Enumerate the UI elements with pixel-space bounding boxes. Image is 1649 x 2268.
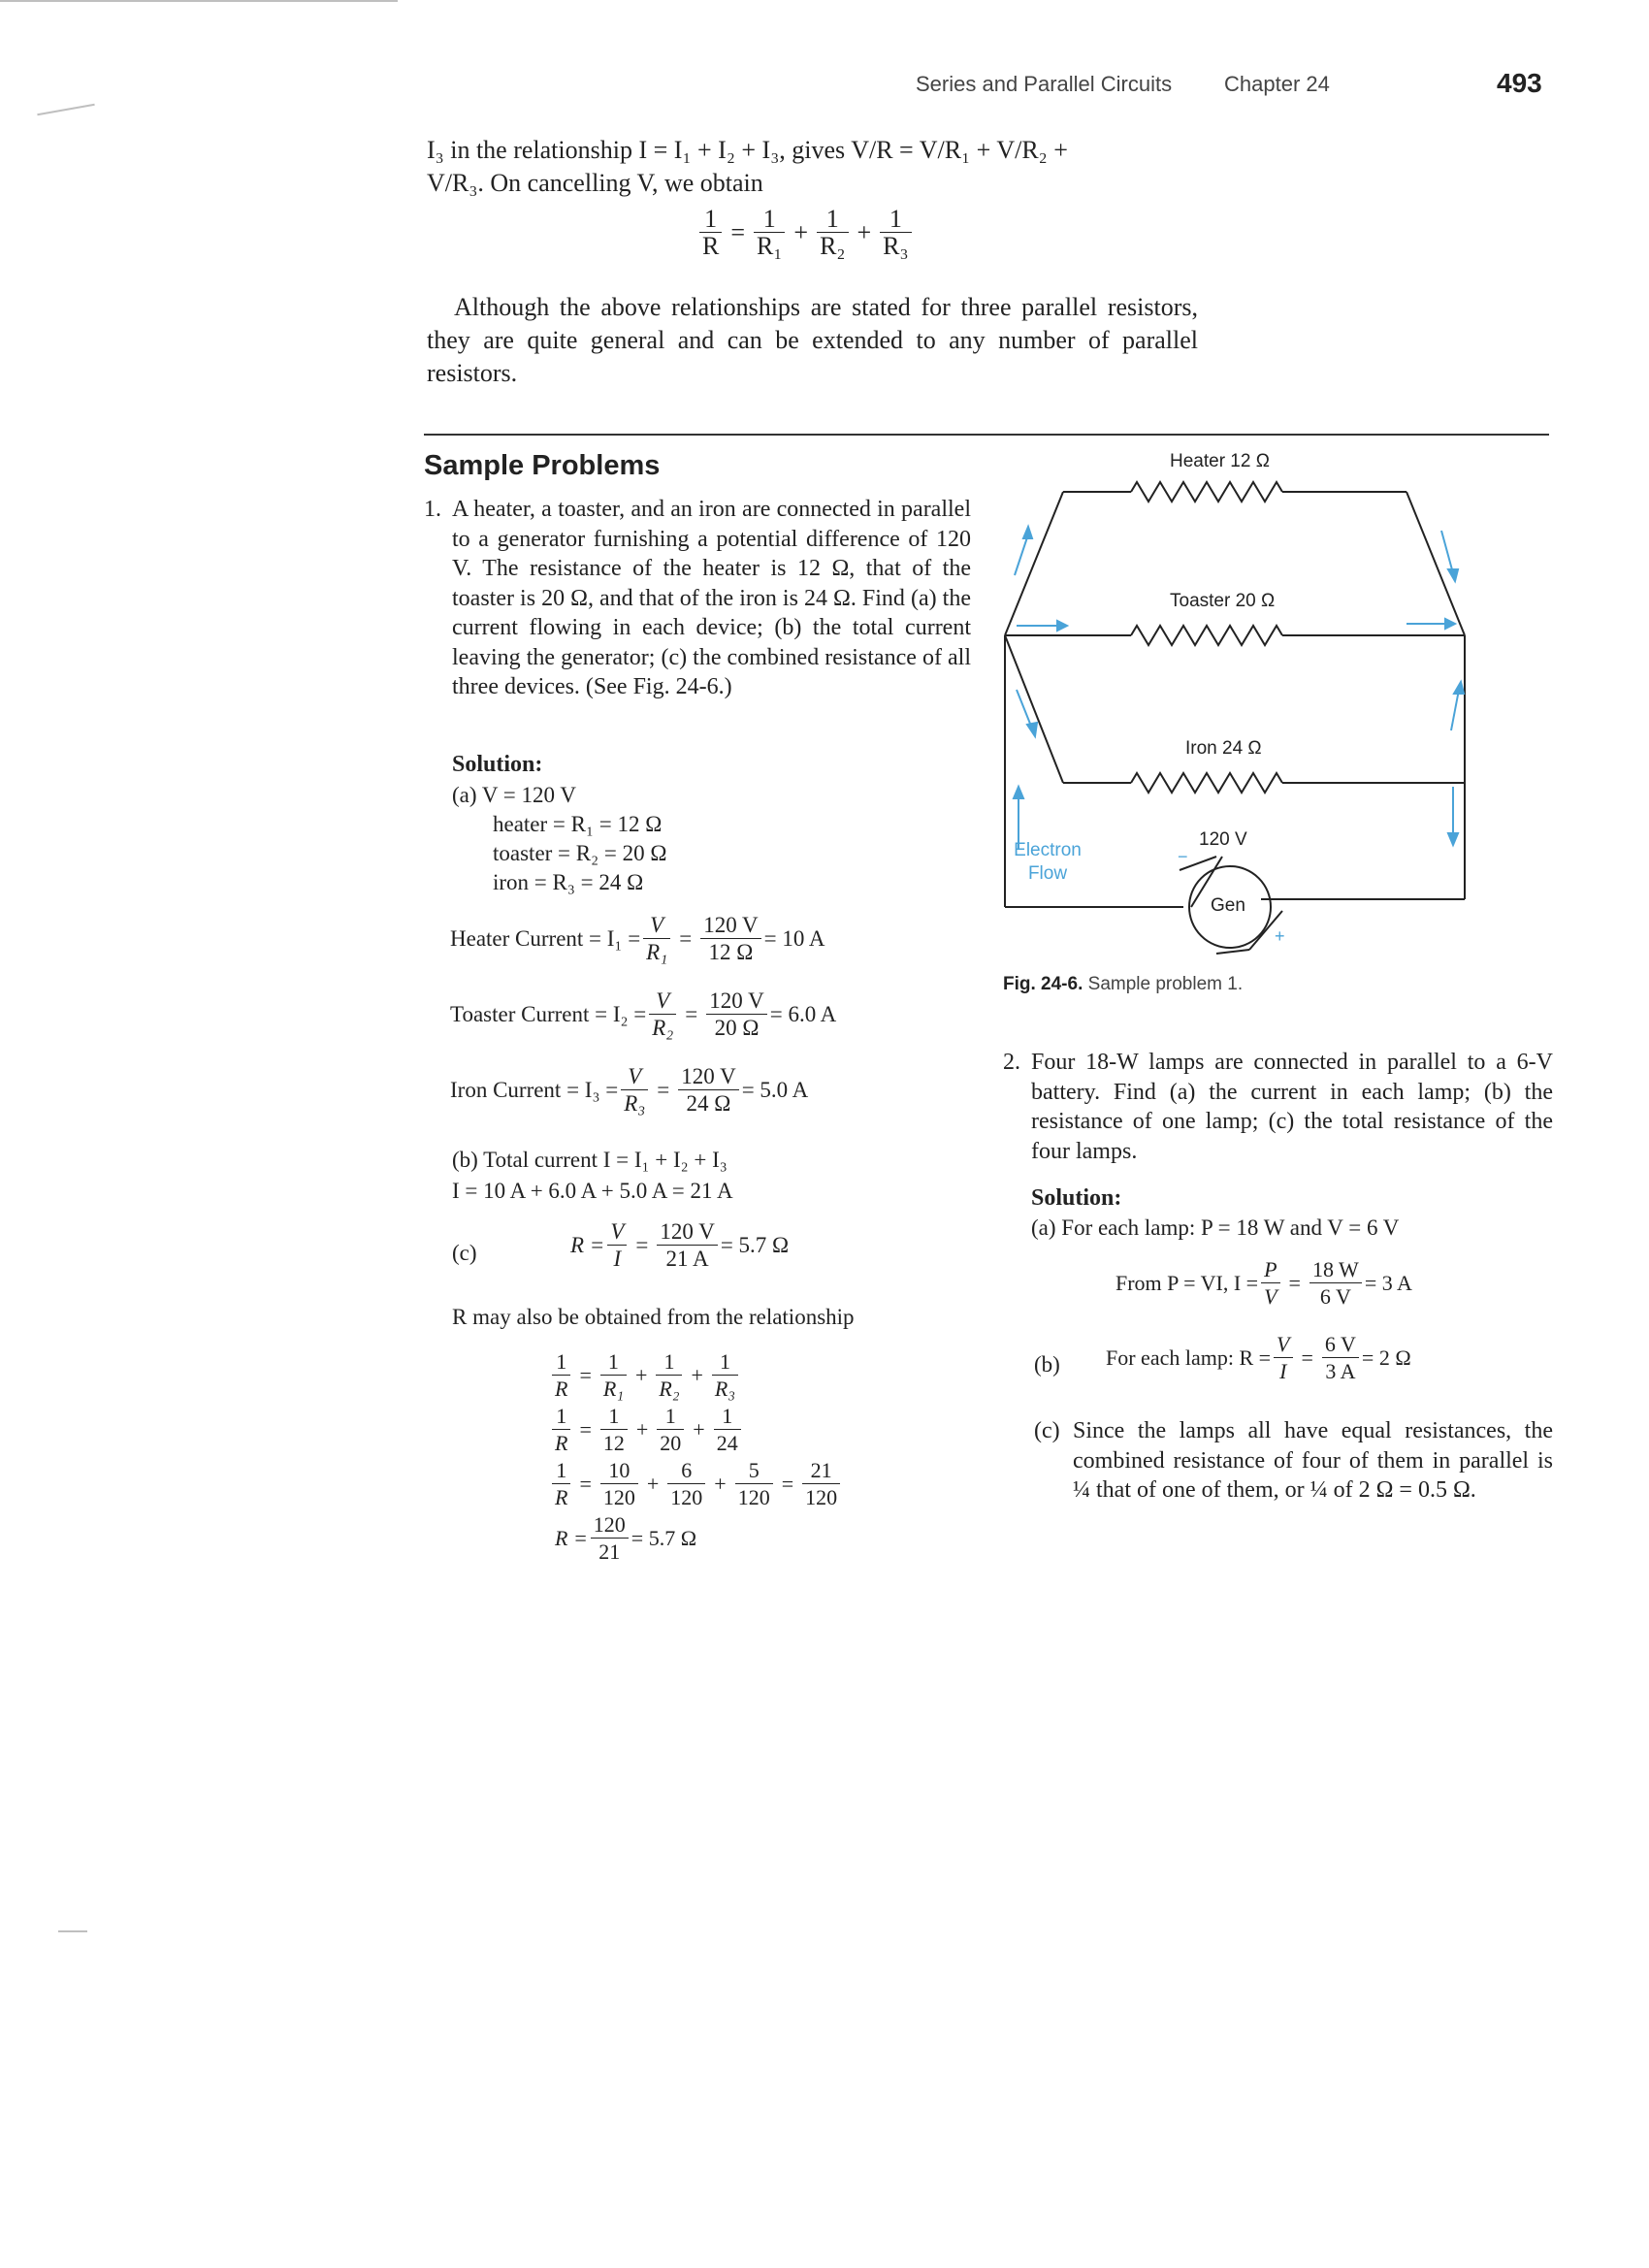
problem-2-text: Four 18-W lamps are connected in parallel to a 6-V battery. Find (a) the current in each lamp; (b) the resistance of one lamp; (c) the total resistance of the four lamps. <box>1031 1050 1553 1164</box>
eq-num: 6 V <box>1322 1331 1359 1358</box>
heater-resistor <box>1131 482 1282 502</box>
part-b-tag: (b) <box>1034 1352 1060 1377</box>
eq-den: I <box>613 1247 622 1271</box>
flow-arrow-right-lower <box>1451 690 1459 730</box>
iron-current-equation: Iron Current = I₃ = $\frac{V}{\text{R₃}}$ = $\frac{120 V}{24 \Omega}$ = 5.0 A <box>450 1064 809 1116</box>
given-line: heater = R₁ = 12 Ω <box>493 812 663 836</box>
lamp-current-equation: From P = VI, I = $\frac{P}{V}$ = $\frac{18 W}{6 V}$ = 3 A <box>1116 1257 1412 1309</box>
eq-label: R = <box>570 1232 605 1257</box>
problem-2-part-c: Since the lamps all have equal resistances, the combined resistance of four of them in parallel is ¼ that of one of them, or ¼ of 2 Ω = 0.5 Ω. <box>1073 1418 1553 1503</box>
eq-den: R₂ <box>659 1377 680 1401</box>
flow-arrow-head <box>1448 569 1458 581</box>
circuit-figure <box>999 441 1562 985</box>
section-divider <box>424 434 1549 436</box>
iron-left-wire <box>1005 635 1063 783</box>
minus-terminal: − <box>1178 847 1188 866</box>
flow-arrow-left-lower <box>1017 690 1032 729</box>
eq-num: 18 W <box>1310 1256 1362 1283</box>
eq-den: R₁ <box>602 1377 624 1401</box>
flow-arrow-top-right <box>1441 531 1453 573</box>
total-current-sum: I = 10 A + 6.0 A + 5.0 A = 21 A <box>452 1179 733 1203</box>
eq-den: R <box>555 1431 568 1455</box>
eq-num: 1 <box>552 1348 570 1376</box>
voltage-label: 120 V <box>1199 829 1247 850</box>
eq-den: 120 <box>670 1485 703 1509</box>
eq-den: 6 V <box>1319 1284 1351 1309</box>
eq-den: 12 Ω <box>708 940 754 964</box>
eq-den: R <box>702 232 720 260</box>
flow-arrow-left-upper <box>1015 535 1028 575</box>
eq-result: = 2 Ω <box>1361 1345 1411 1370</box>
electron-flow-line-1: Electron <box>1014 840 1082 860</box>
eq-num: 1 <box>817 206 848 233</box>
eq-num: 1 <box>552 1457 570 1484</box>
eq-den: 21 <box>598 1539 621 1564</box>
eq-den: 24 Ω <box>686 1091 731 1116</box>
solution-label: Solution: <box>452 752 543 777</box>
eq-num: 5 <box>735 1457 773 1484</box>
heater-current-equation: Heater Current = I₁ = $\frac{V}{\text{R₁}}$ = $\frac{120 V}{12 \Omega}$ = 10 A <box>450 913 825 964</box>
alt-equation-2: $\frac{1}{R}$ = $\frac{1}{12}$ + $\frac{1}{20}$ + $\frac{1}{24}$ <box>549 1403 744 1456</box>
eq-num: V <box>607 1218 627 1246</box>
eq-den: 120 <box>805 1485 838 1509</box>
iron-resistor <box>1131 773 1282 793</box>
flow-arrow-head <box>1448 833 1458 845</box>
lamp-resistance-equation: For each lamp: R = $\frac{V}{I}$ = $\frac{6 V}{3 A}$ = 2 Ω <box>1106 1332 1411 1383</box>
electron-flow-line-2: Flow <box>1027 863 1068 884</box>
eq-num: V <box>649 988 676 1015</box>
iron-label: Iron 24 Ω <box>1185 738 1262 759</box>
alt-equation-1: $\frac{1}{R}$ = $\frac{1}{\text{R₁}}$ + $\frac{1}{\text{R₂}}$ + $\frac{1}{\text{R₃}}$ <box>549 1348 741 1402</box>
part-c-tag-2: (c) <box>1034 1418 1060 1443</box>
eq-num: 1 <box>656 1348 682 1376</box>
scan-margin-mark <box>58 1930 87 1932</box>
eq-den: R <box>555 1377 568 1401</box>
eq-num: V <box>1274 1331 1292 1358</box>
eq-num: 1 <box>600 1403 628 1430</box>
eq-num: 21 <box>802 1457 840 1484</box>
plus-terminal: + <box>1275 926 1285 946</box>
chapter-label: Chapter 24 <box>1224 72 1330 96</box>
eq-num: 120 V <box>657 1218 717 1246</box>
eq-num: 1 <box>657 1403 684 1430</box>
intro-line-1: I₃ in the relationship I = I₁ + I₂ + I₃, gives V/R = V/R₁ + V/R₂ + <box>427 136 1068 164</box>
eq-den: 12 <box>602 1431 625 1455</box>
figure-number: Fig. 24-6. <box>1003 974 1083 994</box>
eq-num: V <box>643 912 670 939</box>
eq-num: 1 <box>754 206 785 233</box>
eq-num: 1 <box>600 1348 627 1376</box>
eq-result: = 5.7 Ω <box>630 1525 697 1550</box>
electron-flow-label <box>1009 839 1086 886</box>
problem-1-number: 1. <box>424 497 441 522</box>
scan-edge-mark <box>0 0 398 2</box>
problem-1-text: A heater, a toaster, and an iron are connected in parallel to a generator furnishing a potential difference of 120 V. The resistance of the heater is 12 Ω, that of the toaster is 20 Ω, and that of the iron is 24 Ω. Find (a) the current flowing in each device; (b) the total current leaving the generator; (c) the combined resistance of all three devices. (See Fig. 24-6.) <box>452 497 971 699</box>
given-line: (a) V = 120 V <box>452 783 576 807</box>
eq-num: 120 V <box>706 988 766 1015</box>
page-number: 493 <box>1497 68 1542 98</box>
flow-arrow-head <box>1445 619 1455 629</box>
flow-arrow-head <box>1454 682 1464 694</box>
alternate-method-text: R may also be obtained from the relationship <box>452 1305 855 1329</box>
eq-den: 21 A <box>665 1247 709 1271</box>
problem-2-solution-label: Solution: <box>1031 1185 1122 1211</box>
eq-label: Toaster Current = I₂ = <box>450 1001 647 1026</box>
running-title: Series and Parallel Circuits <box>916 72 1173 96</box>
problem-2-number: 2. <box>1003 1050 1020 1075</box>
eq-num: 10 <box>600 1457 638 1484</box>
eq-num: 1 <box>880 206 911 233</box>
heater-right-wire <box>1406 492 1465 635</box>
scan-margin-mark <box>37 104 94 115</box>
generator-lead <box>1216 950 1249 954</box>
parallel-resistance-equation: $\frac{1}{R}$ = $\frac{1}{\text{R₁}}$ + $\frac{1}{\text{R₂}}$ + $\frac{1}{\text{R₃}}$ <box>696 206 915 259</box>
eq-den: 120 <box>737 1485 770 1509</box>
eq-num: 1 <box>699 206 722 233</box>
eq-den: 20 Ω <box>714 1016 760 1040</box>
eq-label: From P = VI, I = <box>1116 1270 1259 1295</box>
eq-den: R₃ <box>624 1091 646 1116</box>
eq-den: R <box>555 1485 568 1509</box>
eq-result: = 6.0 A <box>769 1001 837 1026</box>
alt-equation-3: $\frac{1}{R}$ = $\frac{10}{120}$ + $\frac{6}{120}$ + $\frac{5}{120}$ = $\frac{21}{120}$ <box>549 1457 843 1510</box>
generator-label: Gen <box>1211 895 1245 916</box>
eq-num: 120 <box>591 1511 629 1539</box>
part-c-tag: (c) <box>452 1241 477 1265</box>
eq-num: V <box>621 1063 648 1090</box>
heater-left-wire <box>1005 492 1063 635</box>
eq-label: Iron Current = I₃ = <box>450 1077 619 1102</box>
eq-den: V <box>1264 1284 1277 1309</box>
eq-result: = 10 A <box>763 925 825 951</box>
alt-equation-4 <box>555 1511 696 1565</box>
flow-arrow-head <box>1057 621 1067 631</box>
eq-result: = 5.7 Ω <box>720 1232 790 1257</box>
eq-den: R₁ <box>757 232 783 260</box>
given-line: toaster = R₂ = 20 Ω <box>493 841 667 865</box>
toaster-current-equation: Toaster Current = I₂ = $\frac{V}{\text{R₂}}$ = $\frac{120 V}{20 \Omega}$ = 6.0 A <box>450 988 837 1040</box>
circuit-diagram <box>999 441 1562 985</box>
eq-den: R₂ <box>652 1016 674 1040</box>
figure-caption-text: Sample problem 1. <box>1087 974 1244 994</box>
eq-label: For each lamp: R = <box>1106 1345 1272 1370</box>
eq-num: 120 V <box>700 912 760 939</box>
eq-den: 24 <box>716 1431 738 1455</box>
toaster-label: Toaster 20 Ω <box>1170 591 1276 611</box>
eq-den: R₃ <box>883 232 909 260</box>
eq-den: I <box>1279 1359 1287 1383</box>
combined-resistance-equation: R = $\frac{V}{I}$ = $\frac{120 V}{21 A}$ = 5.7 Ω <box>570 1219 790 1271</box>
heater-label: Heater 12 Ω <box>1170 451 1270 471</box>
eq-result: = 3 A <box>1364 1270 1412 1295</box>
eq-den: 120 <box>602 1485 635 1509</box>
total-current-line: (b) Total current I = I₁ + I₂ + I₃ <box>452 1148 728 1172</box>
intro-line-2: V/R₃. On cancelling V, we obtain <box>427 169 763 197</box>
eq-num: 120 V <box>678 1063 738 1090</box>
toaster-resistor <box>1131 626 1282 645</box>
flow-arrow-head <box>1023 527 1032 538</box>
problem-2-given: (a) For each lamp: P = 18 W and V = 6 V <box>1031 1215 1400 1240</box>
eq-num: 1 <box>552 1403 570 1430</box>
eq-num: 1 <box>712 1348 738 1376</box>
eq-den: 20 <box>660 1431 682 1455</box>
eq-label: R = <box>555 1525 588 1550</box>
eq-num: 1 <box>714 1403 741 1430</box>
eq-num: 6 <box>667 1457 705 1484</box>
figure-caption <box>1003 974 1243 995</box>
flow-arrow-head <box>1014 787 1023 798</box>
section-heading: Sample Problems <box>424 450 661 481</box>
eq-result: = 5.0 A <box>741 1077 809 1102</box>
intro-paragraph: Although the above relationships are stated for three parallel resistors, they are quite general and can be extended to any number of parallel resistors. <box>427 293 1198 387</box>
eq-den: R₂ <box>820 232 846 260</box>
eq-den: R₁ <box>646 940 668 964</box>
eq-label: Heater Current = I₁ = <box>450 925 641 951</box>
given-line: iron = R₃ = 24 Ω <box>493 870 644 894</box>
eq-num: P <box>1261 1256 1279 1283</box>
eq-den: 3 A <box>1325 1359 1356 1383</box>
flow-arrow-head <box>1027 723 1037 736</box>
eq-den: R₃ <box>714 1377 735 1401</box>
